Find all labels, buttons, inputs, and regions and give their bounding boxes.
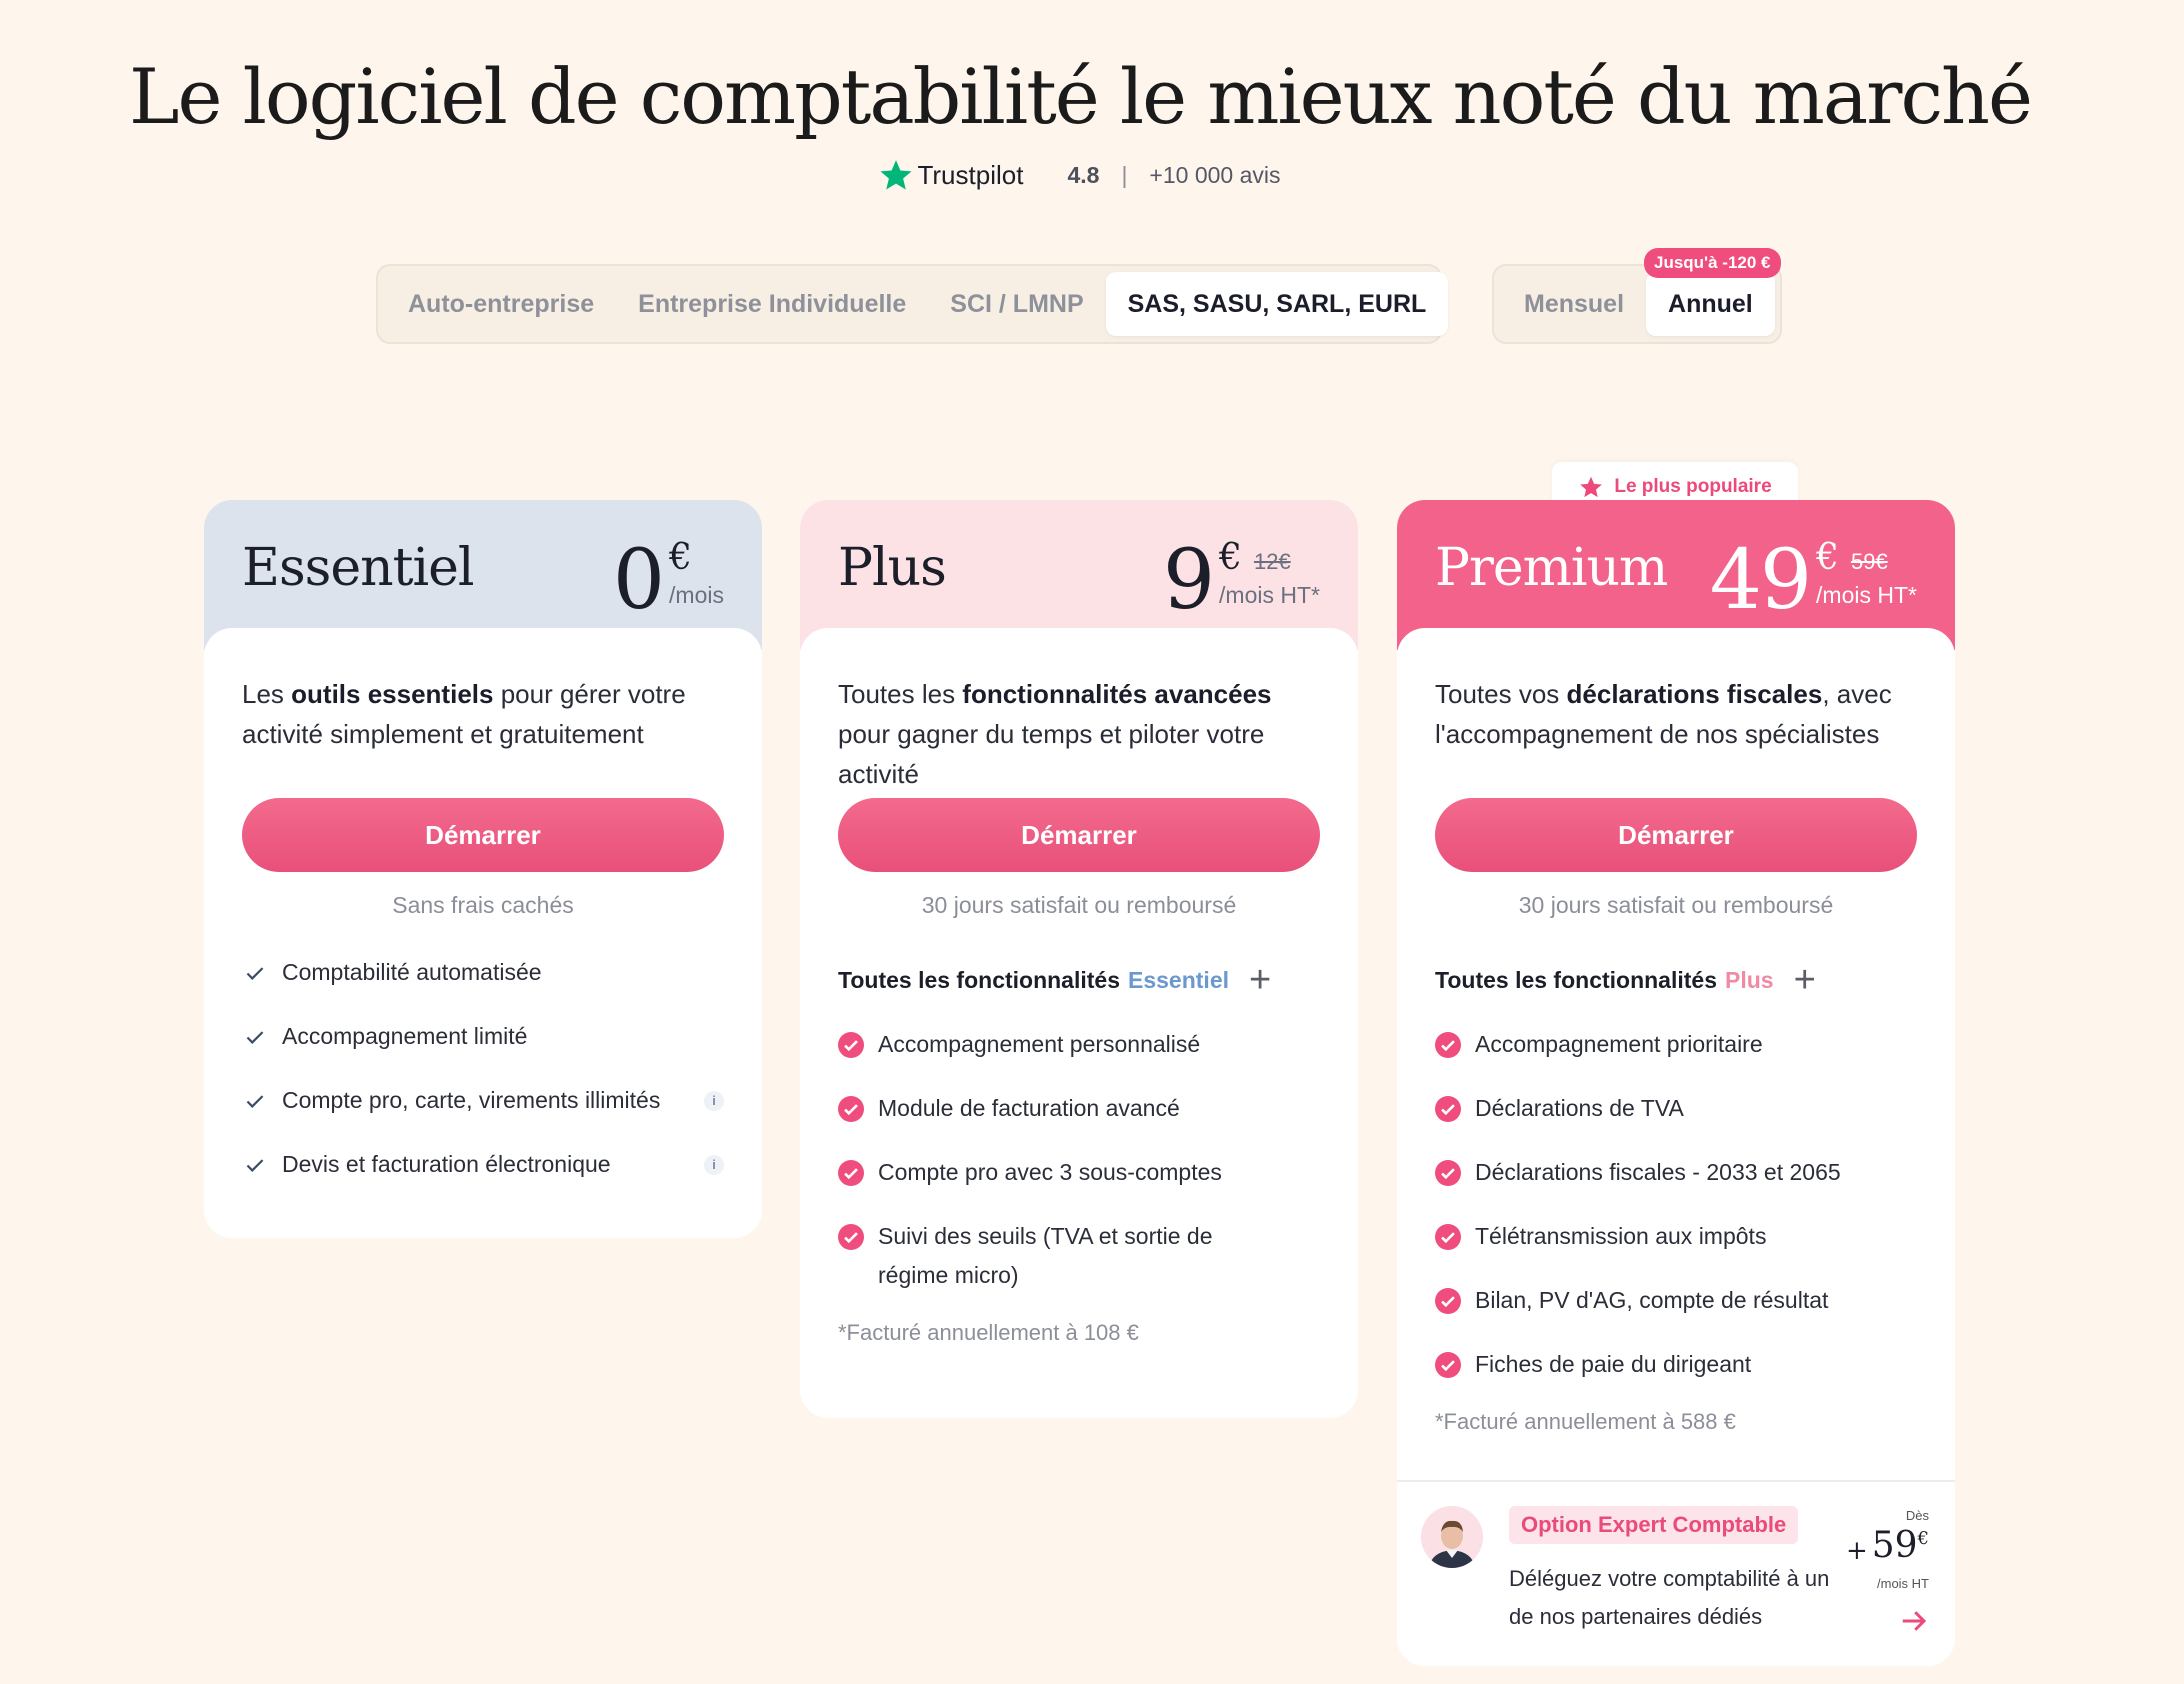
plan-price — [1710, 520, 1917, 630]
expert-option-tag: Option Expert Comptable — [1509, 1506, 1798, 1544]
inherited-plan-name: Essentiel — [1128, 966, 1229, 993]
plan-name: Plus — [838, 538, 946, 598]
tab-entreprise-individuelle[interactable]: Entreprise Individuelle — [638, 289, 907, 318]
old-price: 12€ — [1253, 549, 1291, 574]
price-amount: 0 — [612, 533, 664, 628]
list-item: Devis et facturation électronique i — [242, 1145, 724, 1184]
inherited-features-toggle[interactable]: Toutes les fonctionnalités Plus + — [1435, 959, 1816, 1001]
list-item: Compte pro avec 3 sous-comptes — [838, 1153, 1320, 1192]
rating-separator: | — [1121, 161, 1128, 188]
start-button[interactable]: Démarrer — [242, 798, 724, 872]
check-icon — [242, 1024, 268, 1050]
plus-icon[interactable]: + — [1793, 959, 1816, 1001]
list-item: Télétransmission aux impôts — [1435, 1217, 1917, 1256]
plan-card-essentiel — [204, 500, 762, 1238]
check-icon — [242, 960, 268, 986]
check-circle-icon — [1435, 1032, 1461, 1058]
tab-societe[interactable]: SAS, SASU, SARL, EURL — [1106, 272, 1449, 336]
page-headline: Le logiciel de comptabilité le mieux noté du marché — [129, 52, 2031, 141]
plan-name: Premium — [1435, 538, 1668, 598]
feature-list — [838, 1025, 1320, 1295]
price-currency: € — [669, 537, 692, 578]
company-type-selector — [376, 264, 1442, 344]
check-circle-icon — [838, 1224, 864, 1250]
plan-description: Toutes les fonctionnalités avancées pour gagner du temps et piloter votre activité — [838, 679, 1272, 789]
list-item: Comptabilité automatisée — [242, 953, 724, 992]
info-icon[interactable]: i — [704, 1091, 724, 1111]
plan-note: 30 jours satisfait ou remboursé — [921, 892, 1237, 918]
list-item: Accompagnement limité — [242, 1017, 724, 1056]
annual-promo-badge: Jusqu'à -120 € — [1644, 248, 1781, 278]
billing-annual[interactable]: Annuel — [1646, 272, 1775, 336]
check-circle-icon — [838, 1096, 864, 1122]
plan-description: Les outils essentiels pour gérer votre activité simplement et gratuitement — [242, 679, 686, 749]
check-circle-icon — [1435, 1160, 1461, 1186]
list-item: Accompagnement personnalisé — [838, 1025, 1320, 1064]
list-item: Déclarations fiscales - 2033 et 2065 — [1435, 1153, 1917, 1192]
inherited-plan-name: Plus — [1725, 966, 1774, 993]
plan-name: Essentiel — [242, 538, 474, 598]
list-item: Compte pro, carte, virements illimités i — [242, 1081, 724, 1120]
check-icon — [242, 1088, 268, 1114]
price-currency: € — [1219, 537, 1242, 578]
popular-badge: Le plus populaire — [1552, 462, 1798, 512]
plan-note: 30 jours satisfait ou remboursé — [1518, 892, 1834, 918]
price-unit: /mois — [669, 582, 724, 608]
rating-score: 4.8 — [1067, 161, 1100, 188]
check-circle-icon — [1435, 1224, 1461, 1250]
billing-fine-print: *Facturé annuellement à 588 € — [1435, 1409, 1736, 1434]
rating-reviews: +10 000 avis — [1149, 161, 1281, 188]
avatar — [1421, 1506, 1483, 1568]
plan-note: Sans frais cachés — [392, 892, 574, 918]
billing-fine-print: *Facturé annuellement à 108 € — [838, 1320, 1139, 1345]
check-circle-icon — [1435, 1096, 1461, 1122]
list-item: Module de facturation avancé — [838, 1089, 1320, 1128]
expert-price: + 59 € — [1845, 1525, 1929, 1566]
list-item: Bilan, PV d'AG, compte de résultat — [1435, 1281, 1917, 1320]
plan-description: Toutes vos déclarations fiscales, avec l'accompagnement de nos spécialistes — [1435, 679, 1892, 749]
price-amount: 9 — [1162, 533, 1214, 628]
expert-price-from: Dès — [1905, 1508, 1929, 1523]
tab-auto-entreprise[interactable]: Auto-entreprise — [408, 289, 595, 318]
check-circle-icon — [838, 1032, 864, 1058]
price-amount: 49 — [1709, 533, 1811, 628]
list-item: Déclarations de TVA — [1435, 1089, 1917, 1128]
star-icon — [1578, 474, 1604, 500]
expert-price-unit: /mois HT — [1877, 1576, 1929, 1591]
trustpilot-rating — [0, 158, 2160, 192]
plan-card-premium — [1397, 500, 1955, 1666]
check-icon — [242, 1152, 268, 1178]
check-circle-icon — [1435, 1288, 1461, 1314]
start-button[interactable]: Démarrer — [1435, 798, 1917, 872]
expert-option-text: Déléguez votre comptabilité à un de nos partenaires dédiés — [1509, 1566, 1830, 1629]
price-unit: /mois HT* — [1219, 582, 1320, 608]
start-button[interactable]: Démarrer — [838, 798, 1320, 872]
list-item: Fiches de paie du dirigeant — [1435, 1345, 1917, 1384]
check-circle-icon — [838, 1160, 864, 1186]
list-item: Suivi des seuils (TVA et sortie de régime micro) — [838, 1217, 1320, 1295]
inherited-features-toggle[interactable]: Toutes les fonctionnalités Essentiel + — [838, 959, 1272, 1001]
billing-monthly[interactable]: Mensuel — [1524, 289, 1625, 318]
price-unit: /mois HT* — [1816, 582, 1917, 608]
star-icon — [879, 158, 913, 192]
expert-option-panel[interactable] — [1397, 1480, 1955, 1666]
arrow-right-icon[interactable] — [1899, 1606, 1929, 1636]
old-price: 59€ — [1850, 549, 1888, 574]
feature-list — [1435, 1025, 1917, 1384]
feature-list — [242, 953, 724, 1184]
trustpilot-brand: Trustpilot — [917, 159, 1024, 190]
info-icon[interactable]: i — [704, 1155, 724, 1175]
list-item: Accompagnement prioritaire — [1435, 1025, 1917, 1064]
check-circle-icon — [1435, 1352, 1461, 1378]
plan-price — [1163, 520, 1320, 630]
plus-icon[interactable]: + — [1249, 959, 1272, 1001]
price-currency: € — [1816, 537, 1839, 578]
trustpilot-logo[interactable] — [879, 158, 1023, 192]
plan-price — [613, 520, 724, 630]
plan-card-plus — [800, 500, 1358, 1418]
tab-sci-lmnp[interactable]: SCI / LMNP — [950, 289, 1084, 318]
